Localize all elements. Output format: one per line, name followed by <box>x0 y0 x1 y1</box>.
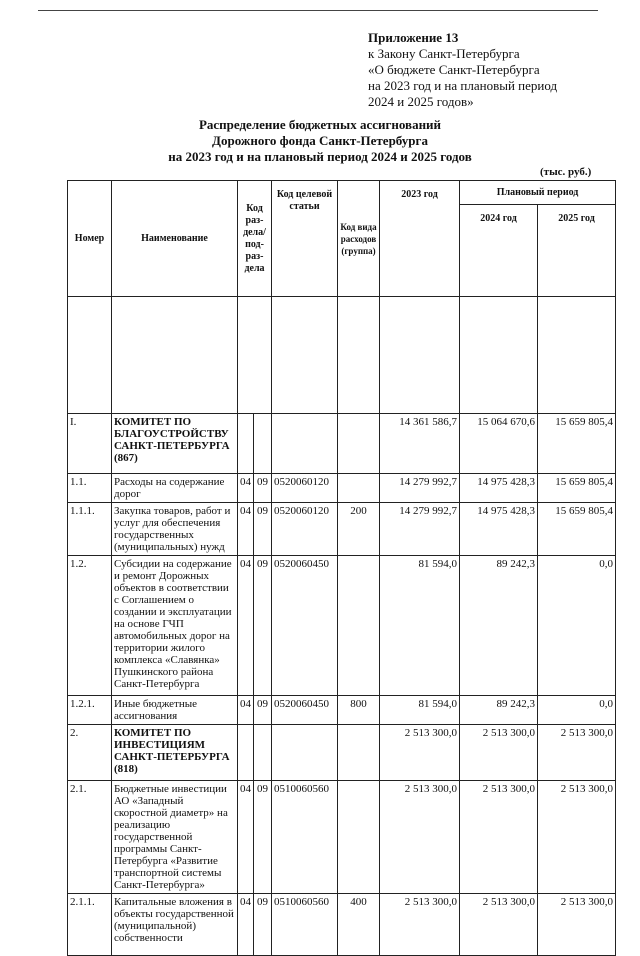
row-section: 04 <box>238 894 254 956</box>
row-name: Закупка товаров, работ и услуг для обеспечения государственных (муниципальных) нужд <box>112 503 238 556</box>
row-number: 1.1. <box>68 474 112 503</box>
table-row <box>68 725 616 781</box>
budget-table <box>67 180 616 956</box>
row-number: I. <box>68 414 112 474</box>
row-number: 1.1.1. <box>68 503 112 556</box>
table-row <box>68 556 616 696</box>
row-expense-code <box>338 725 380 781</box>
table-row <box>68 894 616 956</box>
row-subsection <box>254 414 272 474</box>
row-value-2024: 2 513 300,0 <box>460 781 538 894</box>
row-number: 2.1. <box>68 781 112 894</box>
row-target-code: 0520060450 <box>272 556 338 696</box>
row-name: Иные бюджетные ассигнования <box>112 696 238 725</box>
row-value-2025: 0,0 <box>538 696 616 725</box>
row-name: Субсидии на содержание и ремонт Дорожных объектов в соответствии с Соглашением о создании и эксплуатации на основе ГЧП автомобильных дорог на территории жилого комплекса «Славянка» Пушкинского района Санкт-Петербурга <box>112 556 238 696</box>
row-value-2025: 15 659 805,4 <box>538 503 616 556</box>
row-expense-code: 200 <box>338 503 380 556</box>
row-value-2023: 81 594,0 <box>380 696 460 725</box>
row-target-code: 0520060450 <box>272 696 338 725</box>
table-row <box>68 503 616 556</box>
header-target: Код целевой статьи <box>272 181 338 297</box>
appendix-line: к Закону Санкт-Петербурга <box>368 46 520 61</box>
header-2024: 2024 год <box>460 205 538 297</box>
row-target-code: 0510060560 <box>272 781 338 894</box>
table-row <box>68 414 616 474</box>
header-expense-type: Код вида расходов (группа) <box>338 181 380 297</box>
spacer-row <box>68 297 616 414</box>
title-line: Дорожного фонда Санкт-Петербурга <box>212 133 428 148</box>
document-title <box>0 117 640 165</box>
row-expense-code: 800 <box>338 696 380 725</box>
title-line: на 2023 год и на плановый период 2024 и 2025 годов <box>168 149 472 164</box>
row-value-2025: 15 659 805,4 <box>538 414 616 474</box>
row-value-2024: 89 242,3 <box>460 696 538 725</box>
row-expense-code <box>338 556 380 696</box>
row-number: 2. <box>68 725 112 781</box>
row-value-2024: 89 242,3 <box>460 556 538 696</box>
row-target-code <box>272 414 338 474</box>
row-subsection: 09 <box>254 894 272 956</box>
row-value-2023: 2 513 300,0 <box>380 781 460 894</box>
row-target-code <box>272 725 338 781</box>
row-subsection: 09 <box>254 474 272 503</box>
row-number: 2.1.1. <box>68 894 112 956</box>
row-section: 04 <box>238 781 254 894</box>
row-value-2023: 14 279 992,7 <box>380 503 460 556</box>
row-value-2025: 0,0 <box>538 556 616 696</box>
row-expense-code <box>338 474 380 503</box>
appendix-block <box>368 30 618 110</box>
row-value-2023: 81 594,0 <box>380 556 460 696</box>
row-value-2025: 2 513 300,0 <box>538 725 616 781</box>
row-expense-code <box>338 781 380 894</box>
row-expense-code: 400 <box>338 894 380 956</box>
row-target-code: 0510060560 <box>272 894 338 956</box>
row-subsection: 09 <box>254 503 272 556</box>
row-subsection: 09 <box>254 781 272 894</box>
row-name: КОМИТЕТ ПО ИНВЕСТИЦИЯМ САНКТ-ПЕТЕРБУРГА (818) <box>112 725 238 781</box>
title-line: Распределение бюджетных ассигнований <box>198 117 442 132</box>
row-value-2024: 15 064 670,6 <box>460 414 538 474</box>
appendix-line: на 2023 год и на плановый период <box>368 78 558 93</box>
row-name: Бюджетные инвестиции АО «Западный скоростной диаметр» на реализацию государственной программы Санкт-Петербурга «Развитие транспортной системы Санкт-Петербурга» <box>112 781 238 894</box>
row-expense-code <box>338 414 380 474</box>
row-value-2024: 2 513 300,0 <box>460 725 538 781</box>
row-value-2025: 2 513 300,0 <box>538 781 616 894</box>
row-value-2023: 14 279 992,7 <box>380 474 460 503</box>
row-section: 04 <box>238 474 254 503</box>
header-name: Наименование <box>112 181 238 297</box>
row-value-2023: 14 361 586,7 <box>380 414 460 474</box>
row-value-2023: 2 513 300,0 <box>380 725 460 781</box>
header-number: Номер <box>68 181 112 297</box>
row-section: 04 <box>238 696 254 725</box>
row-value-2024: 14 975 428,3 <box>460 503 538 556</box>
row-number: 1.2.1. <box>68 696 112 725</box>
row-value-2023: 2 513 300,0 <box>380 894 460 956</box>
table-row <box>68 781 616 894</box>
units-label: (тыс. руб.) <box>540 166 592 178</box>
row-value-2025: 15 659 805,4 <box>538 474 616 503</box>
top-border-line <box>38 10 598 11</box>
row-name: КОМИТЕТ ПО БЛАГОУСТРОЙСТВУ САНКТ-ПЕТЕРБУРГА (867) <box>112 414 238 474</box>
row-subsection: 09 <box>254 556 272 696</box>
row-number: 1.2. <box>68 556 112 696</box>
appendix-line: 2024 и 2025 годов» <box>368 94 474 109</box>
row-subsection: 09 <box>254 696 272 725</box>
table-row <box>68 474 616 503</box>
row-value-2024: 2 513 300,0 <box>460 894 538 956</box>
row-name: Капитальные вложения в объекты государственной (муниципальной) собственности <box>112 894 238 956</box>
row-value-2024: 14 975 428,3 <box>460 474 538 503</box>
appendix-title: Приложение 13 <box>368 30 459 45</box>
row-section <box>238 414 254 474</box>
table-header <box>68 181 616 297</box>
row-name: Расходы на содержание дорог <box>112 474 238 503</box>
table-body <box>68 297 616 956</box>
header-planned-period: Плановый период <box>460 181 616 205</box>
row-target-code: 0520060120 <box>272 503 338 556</box>
row-target-code: 0520060120 <box>272 474 338 503</box>
row-value-2025: 2 513 300,0 <box>538 894 616 956</box>
row-section <box>238 725 254 781</box>
appendix-line: «О бюджете Санкт-Петербурга <box>368 62 540 77</box>
header-2023: 2023 год <box>380 181 460 297</box>
row-section: 04 <box>238 503 254 556</box>
header-section: Код раз- дела/ под- раз- дела <box>238 181 272 297</box>
row-section: 04 <box>238 556 254 696</box>
header-2025: 2025 год <box>538 205 616 297</box>
row-subsection <box>254 725 272 781</box>
table-row <box>68 696 616 725</box>
